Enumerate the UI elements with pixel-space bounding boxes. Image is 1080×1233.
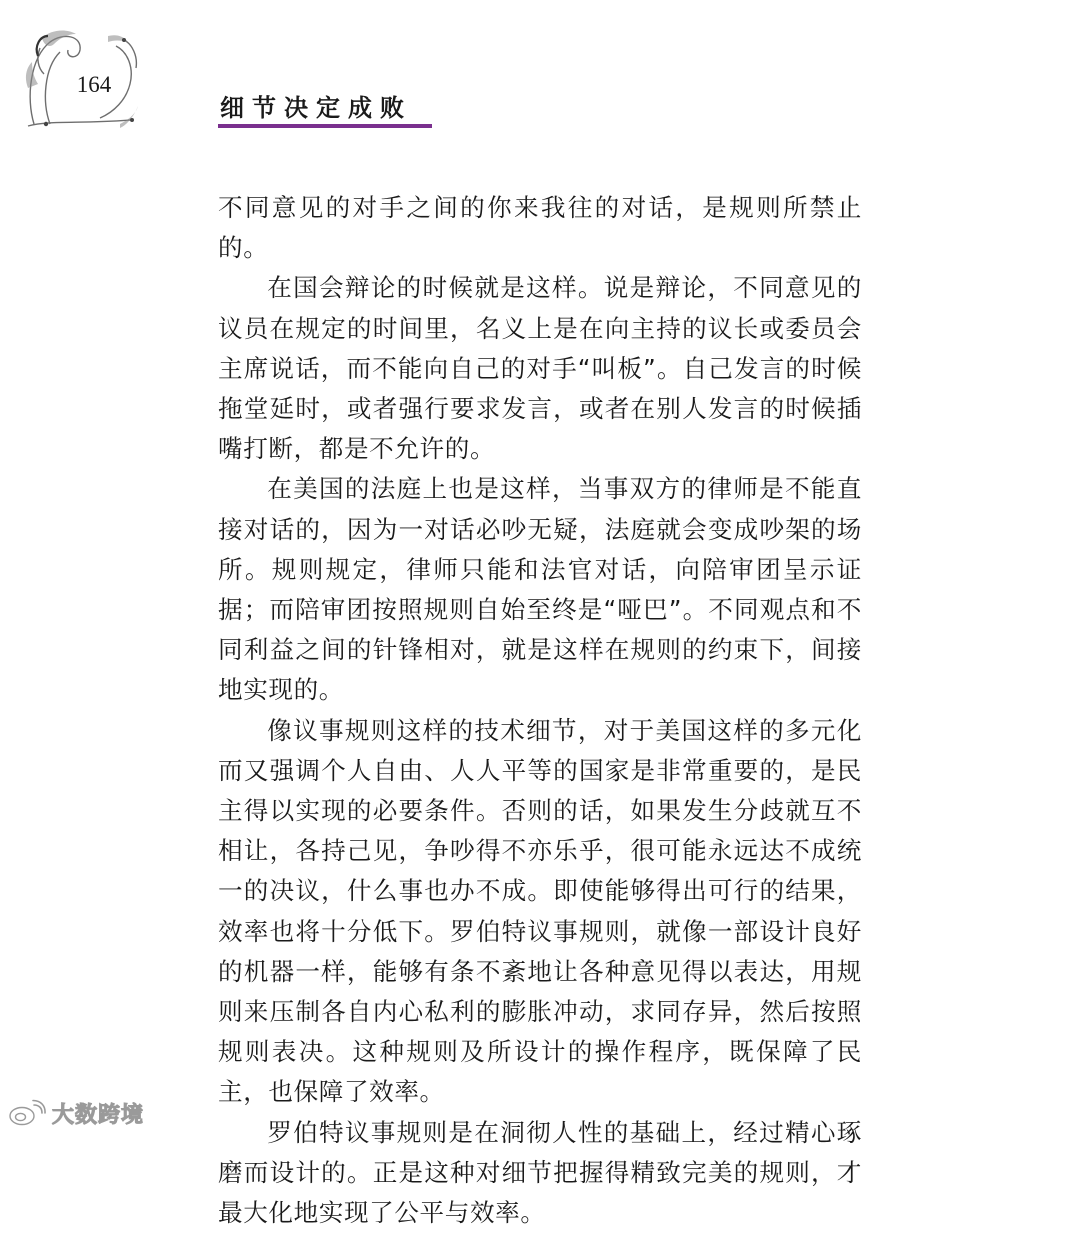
body-text [218, 188, 862, 1233]
header-rule [218, 124, 432, 128]
paragraph: 罗伯特议事规则是在洞彻人性的基础上，经过精心琢磨而设计的。正是这种对细节把握得精致完美的规则，才最大化地实现了公平与效率。 [218, 1117, 862, 1228]
watermark [8, 1097, 144, 1129]
paragraph: 在国会辩论的时候就是这样。说是辩论，不同意见的议员在规定的时间里，名义上是在向主持的议长或委员会主席说话，而不能向自己的对手“叫板”。自己发言的时候拖堂延时，或者强行要求发言，或者在别人发言的时候插嘴打断，都是不允许的。 [218, 273, 862, 464]
running-header-title: 细节决定成败 [220, 93, 412, 122]
watermark-text: 大数跨境 [52, 1102, 145, 1128]
paragraph: 像议事规则这样的技术细节，对于美国这样的多元化而又强调个人自由、人人平等的国家是非常重要的，是民主得以实现的必要条件。否则的话，如果发生分歧就互不相让，各持己见，争吵得不亦乐乎，很可能永远达不成统一的决议，什么事也办不成。即使能够得出可行的结果，效率也将十分低下。罗伯特议事规则，就像一部设计良好的机器一样，能够有条不紊地让各种意见得以表达，用规则来压制各自内心私利的膨胀冲动，求同存异，然后按照规则表决。这种规则及所设计的操作程序，既保障了民主，也保障了效率。 [218, 715, 862, 1107]
page-number: 164 [76, 72, 112, 97]
paragraph: 不同意见的对手之间的你来我往的对话，是规则所禁止的。 [218, 193, 862, 263]
paragraph: 在美国的法庭上也是这样，当事双方的律师是不能直接对话的，因为一对话必吵无疑，法庭就会变成吵架的场所。规则规定，律师只能和法官对话，向陪审团呈示证据；而陪审团按照规则自始至终是“哑巴”。不同观点和不同利益之间的针锋相对，就是这样在规则的约束下，间接地实现的。 [218, 474, 862, 705]
weibo-logo-icon [8, 1099, 46, 1127]
